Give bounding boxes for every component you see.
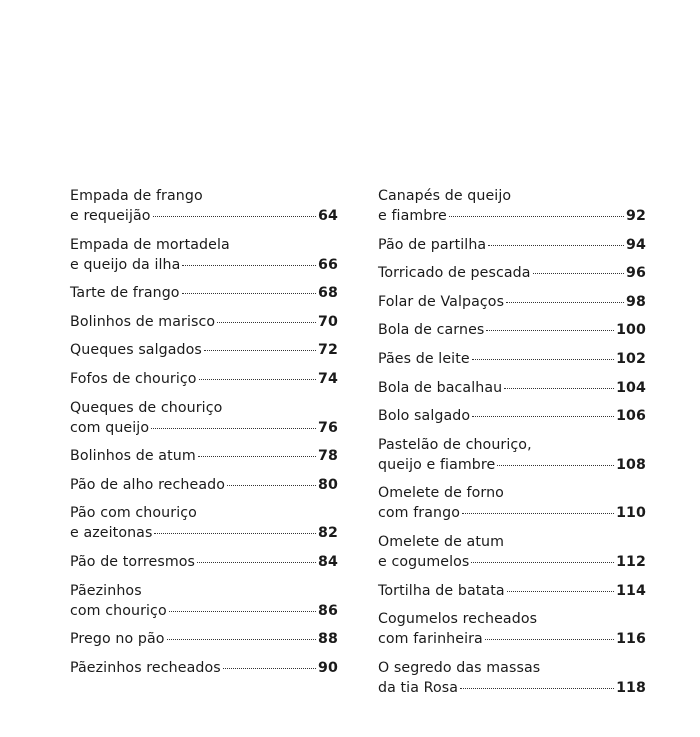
toc-entry bbox=[378, 378, 646, 398]
toc-entry bbox=[70, 552, 338, 572]
dot-leader bbox=[504, 388, 614, 389]
toc-entry-title: Prego no pão bbox=[70, 631, 165, 648]
toc-entry bbox=[378, 292, 646, 312]
toc-entry-page-number: 88 bbox=[318, 631, 338, 648]
toc-entry-title: Fofos de chouriço bbox=[70, 370, 197, 387]
toc-entry-page-number: 112 bbox=[616, 553, 646, 570]
toc-entry-title: com chouriço bbox=[70, 602, 167, 619]
toc-entry-last-line bbox=[378, 206, 646, 226]
dot-leader bbox=[507, 591, 614, 592]
dot-leader bbox=[533, 273, 625, 274]
toc-entry-last-line bbox=[70, 283, 338, 303]
toc-entry-last-line bbox=[378, 235, 646, 255]
toc-entry-page-number: 90 bbox=[318, 659, 338, 676]
toc-entry-title: com frango bbox=[378, 505, 461, 522]
toc-entry-last-line bbox=[70, 312, 338, 332]
toc-entry-page-number: 76 bbox=[318, 419, 338, 436]
toc-entry-title-line: Omelete de forno bbox=[378, 485, 504, 502]
toc-entry-page-number: 80 bbox=[318, 476, 338, 493]
toc-entry-title-line: Cogumelos recheados bbox=[378, 611, 538, 628]
toc-entry-title: Pãezinhos recheados bbox=[70, 659, 221, 676]
toc-entry-page-number: 64 bbox=[318, 208, 338, 224]
dot-leader bbox=[153, 216, 316, 217]
toc-entry bbox=[378, 483, 646, 523]
dot-leader bbox=[197, 562, 316, 563]
toc-entry bbox=[70, 186, 338, 226]
dot-leader bbox=[472, 416, 614, 417]
toc-entry bbox=[378, 581, 646, 601]
toc-entry-title-line: Pão com chouriço bbox=[70, 505, 197, 522]
toc-entry-last-line bbox=[70, 206, 338, 226]
toc-entry-page-number: 108 bbox=[616, 456, 646, 473]
toc-entry-page-number: 70 bbox=[318, 313, 338, 330]
toc-entry-title-line: Empada de frango bbox=[70, 188, 203, 204]
dot-leader bbox=[506, 302, 624, 303]
toc-entry bbox=[70, 312, 338, 332]
toc-entry-title: Bolo salgado bbox=[378, 408, 471, 425]
toc-left-column bbox=[70, 186, 338, 686]
toc-entry-last-line bbox=[70, 255, 338, 275]
toc-entry-title: e requeijão bbox=[70, 208, 151, 224]
toc-entry-page-number: 66 bbox=[318, 256, 338, 273]
toc-entry-page-number: 96 bbox=[626, 265, 646, 282]
toc-entry-page-number: 82 bbox=[318, 525, 338, 542]
toc-entry bbox=[378, 320, 646, 340]
toc-entry-title: Torricado de pescada bbox=[378, 265, 531, 282]
toc-entry-title-line: Pastelão de chouriço, bbox=[378, 436, 532, 453]
dot-leader bbox=[485, 639, 614, 640]
toc-entry-last-line bbox=[378, 552, 646, 572]
dot-leader bbox=[199, 379, 316, 380]
toc-entry-title-line: Empada de mortadela bbox=[70, 236, 230, 253]
toc-entry-title: Queques salgados bbox=[70, 342, 202, 359]
dot-leader bbox=[227, 485, 316, 486]
toc-entry-title-line: Pãezinhos bbox=[70, 582, 142, 599]
dot-leader bbox=[169, 611, 316, 612]
toc-entry bbox=[378, 186, 646, 226]
toc-entry-last-line bbox=[70, 475, 338, 495]
toc-entry-title: com queijo bbox=[70, 419, 150, 436]
toc-entry-last-line bbox=[70, 340, 338, 360]
toc-entry bbox=[70, 446, 338, 466]
dot-leader bbox=[151, 428, 316, 429]
dot-leader bbox=[182, 265, 316, 266]
toc-entry-title: Pão de partilha bbox=[378, 236, 487, 253]
toc-entry-page-number: 104 bbox=[616, 379, 646, 396]
dot-leader bbox=[223, 668, 316, 669]
toc-entry bbox=[378, 235, 646, 255]
toc-entry-title-line: Queques de chouriço bbox=[70, 399, 223, 416]
toc-entry-last-line bbox=[378, 581, 646, 601]
toc-entry-page-number: 74 bbox=[318, 370, 338, 387]
toc-entry-last-line bbox=[378, 503, 646, 523]
toc-entry-title: e cogumelos bbox=[378, 553, 470, 570]
toc-entry-page-number: 114 bbox=[616, 582, 646, 599]
dot-leader bbox=[488, 245, 624, 246]
toc-entry-page-number: 94 bbox=[626, 236, 646, 253]
toc-entry-page-number: 84 bbox=[318, 553, 338, 570]
toc-entry-page-number: 72 bbox=[318, 342, 338, 359]
dot-leader bbox=[154, 533, 316, 534]
toc-entry-page-number: 106 bbox=[616, 408, 646, 425]
dot-leader bbox=[198, 456, 316, 457]
dot-leader bbox=[167, 639, 317, 640]
toc-entry-title-line: O segredo das massas bbox=[378, 659, 541, 676]
toc-entry-title: Tortilha de batata bbox=[378, 582, 505, 599]
toc-entry-title-line: Omelete de atum bbox=[378, 533, 505, 550]
dot-leader bbox=[497, 465, 614, 466]
dot-leader bbox=[462, 513, 614, 514]
toc-entry-last-line bbox=[70, 418, 338, 438]
toc-entry-title: Pão de alho recheado bbox=[70, 476, 226, 493]
toc-entry bbox=[378, 263, 646, 283]
toc-entry-last-line bbox=[378, 378, 646, 398]
toc-entry-page-number: 116 bbox=[616, 631, 646, 648]
toc-entry-last-line bbox=[70, 552, 338, 572]
toc-entry-last-line bbox=[70, 369, 338, 389]
toc-entry-title: Bolinhos de marisco bbox=[70, 313, 216, 330]
toc-entry-title: e queijo da ilha bbox=[70, 256, 181, 273]
toc-entry bbox=[378, 532, 646, 572]
toc-entry bbox=[70, 581, 338, 621]
toc-entry bbox=[378, 435, 646, 475]
toc-entry bbox=[70, 658, 338, 678]
toc-entry-page-number: 86 bbox=[318, 602, 338, 619]
toc-entry bbox=[70, 629, 338, 649]
dot-leader bbox=[472, 359, 614, 360]
dot-leader bbox=[486, 330, 614, 331]
dot-leader bbox=[471, 562, 614, 563]
toc-entry-last-line bbox=[70, 601, 338, 621]
toc-entry-last-line bbox=[70, 446, 338, 466]
toc-entry bbox=[70, 475, 338, 495]
toc-entry-title: Bola de bacalhau bbox=[378, 379, 503, 396]
toc-entry bbox=[70, 503, 338, 543]
toc-entry-title: Pães de leite bbox=[378, 350, 470, 367]
toc-entry-title: Bola de carnes bbox=[378, 322, 485, 339]
dot-leader bbox=[204, 350, 316, 351]
toc-entry bbox=[378, 658, 646, 698]
toc-entry-page-number: 78 bbox=[318, 448, 338, 465]
toc-entry-page-number: 68 bbox=[318, 285, 338, 302]
toc-entry bbox=[70, 283, 338, 303]
toc-entry-title: Pão de torresmos bbox=[70, 553, 196, 570]
toc-entry-last-line bbox=[378, 349, 646, 369]
toc-entry-last-line bbox=[378, 263, 646, 283]
toc-entry-page-number: 110 bbox=[616, 505, 646, 522]
toc-entry-title: Folar de Valpaços bbox=[378, 293, 505, 310]
toc-entry-page-number: 118 bbox=[616, 679, 646, 696]
toc-entry-title: e azeitonas bbox=[70, 525, 153, 542]
toc-entry bbox=[378, 406, 646, 426]
toc-right-column bbox=[378, 186, 646, 706]
toc-entry-last-line bbox=[70, 658, 338, 678]
toc-entry-last-line bbox=[378, 406, 646, 426]
toc-entry-title: Bolinhos de atum bbox=[70, 448, 196, 465]
toc-entry-last-line bbox=[378, 629, 646, 649]
toc-entry bbox=[378, 349, 646, 369]
toc-entry-page-number: 92 bbox=[626, 208, 646, 224]
toc-entry-last-line bbox=[70, 629, 338, 649]
toc-entry-title: e fiambre bbox=[378, 208, 447, 224]
toc-entry-last-line bbox=[378, 678, 646, 698]
toc-entry bbox=[378, 609, 646, 649]
toc-entry-title: com farinheira bbox=[378, 631, 483, 648]
dot-leader bbox=[182, 293, 316, 294]
toc-entry-page-number: 102 bbox=[616, 350, 646, 367]
toc-entry bbox=[70, 398, 338, 438]
toc-entry bbox=[70, 340, 338, 360]
toc-entry-title-line: Canapés de queijo bbox=[378, 188, 512, 204]
toc-entry-last-line bbox=[378, 320, 646, 340]
toc-entry-last-line bbox=[378, 292, 646, 312]
toc-entry bbox=[70, 235, 338, 275]
toc-entry-page-number: 100 bbox=[616, 322, 646, 339]
toc-entry-page-number: 98 bbox=[626, 293, 646, 310]
dot-leader bbox=[449, 216, 624, 217]
toc-entry-last-line bbox=[70, 523, 338, 543]
toc-entry-last-line bbox=[378, 455, 646, 475]
dot-leader bbox=[460, 688, 614, 689]
toc-entry-title: queijo e fiambre bbox=[378, 456, 496, 473]
toc-entry bbox=[70, 369, 338, 389]
dot-leader bbox=[217, 322, 316, 323]
toc-entry-title: da tia Rosa bbox=[378, 679, 459, 696]
toc-entry-title: Tarte de frango bbox=[70, 285, 180, 302]
